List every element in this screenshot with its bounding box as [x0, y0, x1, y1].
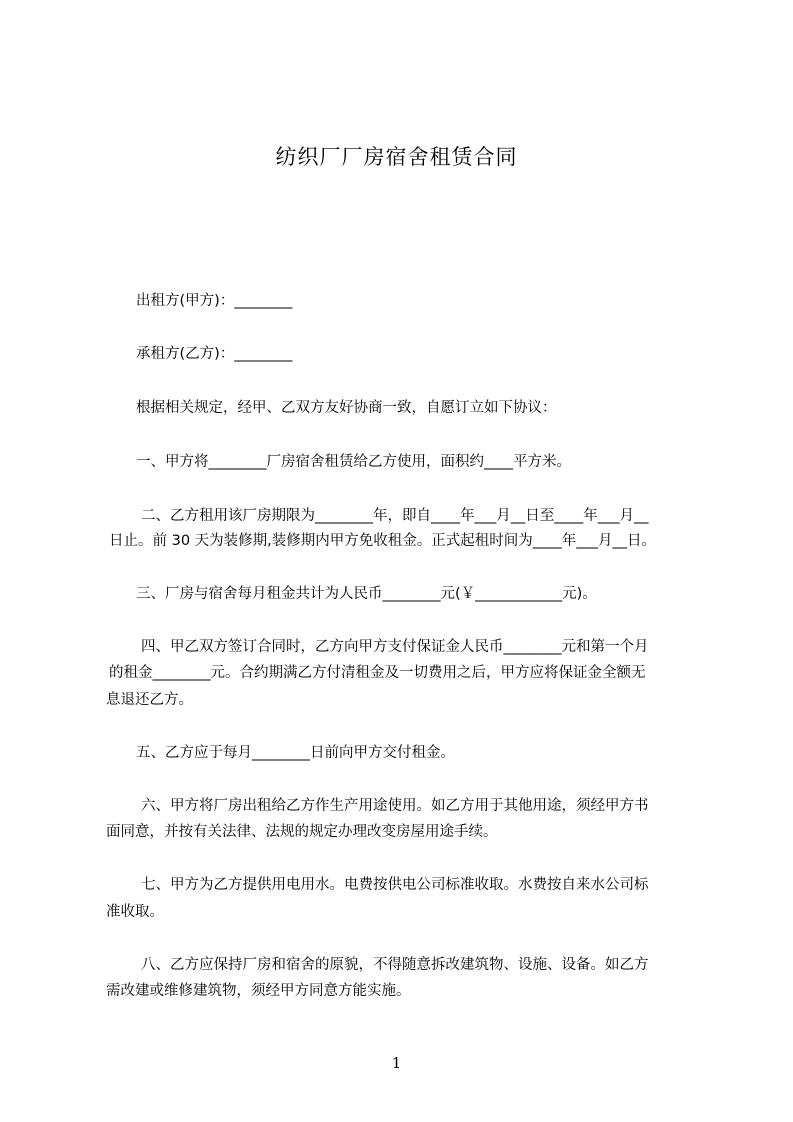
- lessor-line: 出租方(甲方)：________: [136, 293, 293, 309]
- clause-1: 一、甲方将________厂房宿舍租赁给乙方使用，面积约____平方米。: [136, 454, 571, 470]
- document-title: 纺织厂厂房宿舍租赁合同: [275, 145, 518, 169]
- clause-8-line-1: 八、乙方应保持厂房和宿舍的原貌，不得随意拆改建筑物、设施、设备。如乙方: [141, 957, 649, 973]
- preamble: 根据相关规定，经甲、乙双方友好协商一致，自愿订立如下协议：: [136, 400, 557, 416]
- clause-4-line-3: 息退还乙方。: [106, 692, 193, 708]
- clause-8-line-2: 需改建或维修建筑物，须经甲方同意方能实施。: [106, 983, 411, 999]
- clause-2-line-2: 日止。前 30 天为装修期,装修期内甲方免收租金。正式起租时间为____年___月__日。: [109, 533, 657, 549]
- clause-4-line-2: 的租金________元。合约期满乙方付清租金及一切费用之后，甲方应将保证金全额无: [109, 665, 646, 681]
- clause-7-line-1: 七、甲方为乙方提供用电用水。电费按供电公司标准收取。水费按自来水公司标: [141, 877, 649, 893]
- clause-4-line-1: 四、甲乙双方签订合同时，乙方向甲方支付保证金人民币________元和第一个月: [141, 639, 649, 655]
- clause-7-line-2: 准收取。: [106, 904, 164, 920]
- clause-5: 五、乙方应于每月________日前向甲方交付租金。: [136, 745, 455, 761]
- lessee-line: 承租方(乙方)：________: [136, 346, 293, 362]
- page-number: 1: [391, 1054, 402, 1072]
- clause-2-line-1: 二、乙方租用该厂房期限为________年，即自____年___月__日至____年___月__: [141, 508, 649, 524]
- clause-6-line-2: 面同意，并按有关法律、法规的规定办理改变房屋用途手续。: [106, 824, 498, 840]
- clause-3: 三、厂房与宿舍每月租金共计为人民币________元(￥____________元)。: [136, 586, 597, 602]
- clause-6-line-1: 六、甲方将厂房出租给乙方作生产用途使用。如乙方用于其他用途，须经甲方书: [141, 798, 649, 814]
